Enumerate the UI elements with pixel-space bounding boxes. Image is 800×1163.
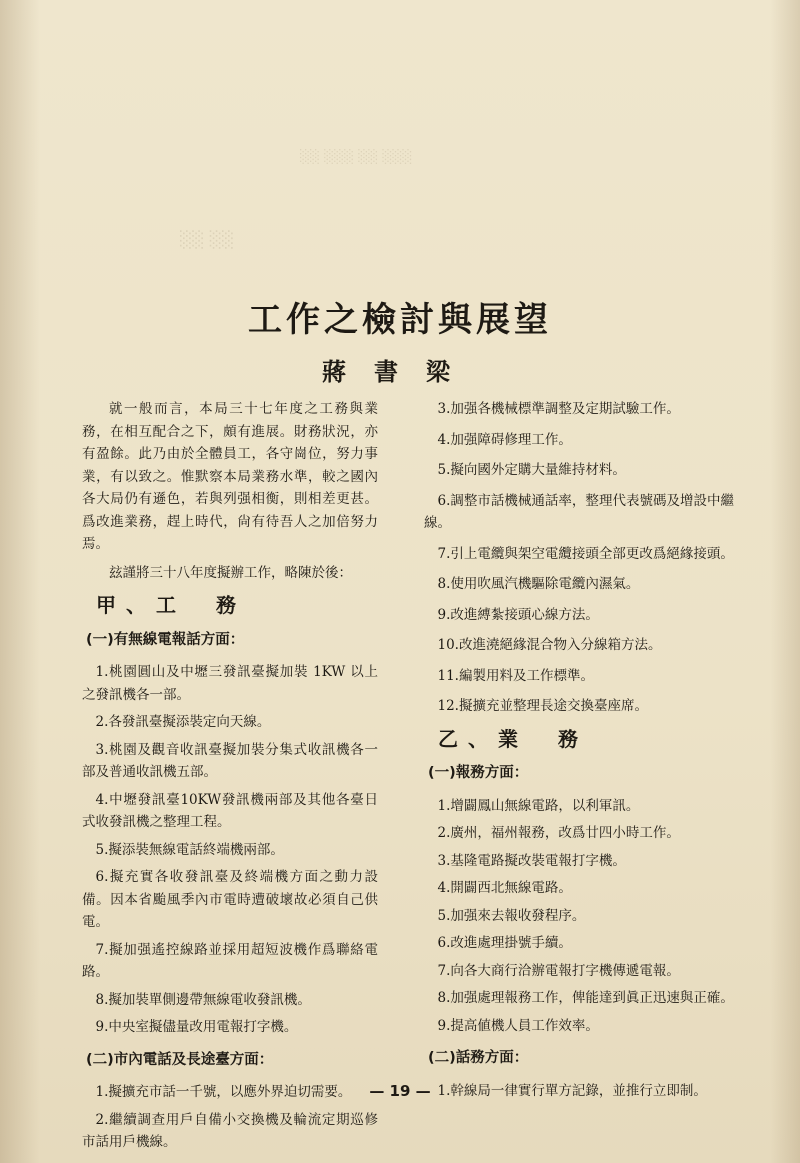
list-item: 3.桃園及觀音收訊臺擬加裝分集式收訊機各一部及普通收訊機五部。 xyxy=(82,741,378,780)
subsection-heading: (一)報務方面： xyxy=(428,765,529,781)
list-item: 4.開闢西北無線電路。 xyxy=(437,880,572,896)
right-column xyxy=(424,398,734,1107)
list-item: 10.改進澆絕緣混合物入分線箱方法。 xyxy=(437,637,662,653)
list-item: 1.桃園圓山及中壢三發訊臺擬加裝 1KW 以上之發訊機各一部。 xyxy=(82,664,378,703)
subsection-heading: (二)話務方面： xyxy=(428,1050,529,1066)
list-item: 1.擬擴充市話一千號，以應外界迫切需要。 xyxy=(95,1084,352,1100)
subsection-heading: (一)有無線電報話方面： xyxy=(86,631,245,648)
author-name: 蔣書梁 xyxy=(322,357,478,386)
section-heading-engineering: 甲、工 務 xyxy=(96,593,246,617)
page-number: — 19 — xyxy=(369,1082,431,1100)
subsection-heading: (二)市內電話及長途臺方面： xyxy=(86,1051,274,1068)
list-item: 1.增闢鳳山無線電路，以利軍訊。 xyxy=(437,797,640,814)
list-item: 6.擬充實各收發訊臺及終端機方面之動力設備。因本省颱風季內市電時遭破壞故必須自己供電。 xyxy=(82,869,378,930)
list-item: 3.基隆電路擬改裝電報打字機。 xyxy=(437,852,626,869)
list-item: 9.中央室擬儘量改用電報打字機。 xyxy=(95,1019,298,1035)
list-item: 5.加强來去報收發程序。 xyxy=(437,907,586,924)
intro-lead: 玆謹將三十八年度擬辦工作，略陳於後： xyxy=(109,564,352,581)
list-item: 8.加强處理報務工作，俾能達到眞正迅速與正確。 xyxy=(437,990,734,1006)
list-item: 6.調整市話機械通話率，整理代表號碼及增設中繼線。 xyxy=(424,492,734,531)
list-item: 9.改進縛紮接頭心線方法。 xyxy=(437,606,599,623)
list-item: 2.繼續調查用戶自備小交換機及輪流定期巡修市話用戶機線。 xyxy=(82,1111,378,1150)
list-item: 5.擬向國外定購大量維持材料。 xyxy=(437,462,626,478)
left-column xyxy=(82,398,378,1159)
list-item: 1.幹線局一律實行單方記錄，並推行立即制。 xyxy=(437,1082,707,1099)
list-item: 7.向各大商行洽辦電報打字機傳遞電報。 xyxy=(437,962,680,979)
list-item: 11.編製用料及工作標準。 xyxy=(437,667,594,684)
list-item: 9.提高値機人員工作效率。 xyxy=(437,1017,599,1034)
bleed-through-text: ░░ ░░░ ░░ ░░░ xyxy=(300,150,413,165)
list-item: 7.引上電纜與架空電纜接頭全部更改爲絕緣接頭。 xyxy=(437,545,734,562)
bleed-through-text: ░░ ░░ xyxy=(180,230,235,249)
list-item: 12.擬擴充並整理長途交換臺座席。 xyxy=(437,698,648,714)
list-item: 6.改進處理掛號手續。 xyxy=(437,935,572,951)
list-item: 3.加强各機械標準調整及定期試驗工作。 xyxy=(437,401,680,417)
list-item: 8.使用吹風汽機驅除電纜內濕氣。 xyxy=(437,576,640,592)
list-item: 5.擬添裝無線電話終端機兩部。 xyxy=(95,841,284,858)
page-title: 工作之檢討與展望 xyxy=(248,300,552,340)
list-item: 7.擬加强遙控線路並採用超短波機作爲聯絡電路。 xyxy=(82,941,378,980)
list-item: 4.中壢發訊臺10KW發訊機兩部及其他各臺日式收發訊機之整理工程。 xyxy=(82,791,378,830)
intro-paragraph: 就一般而言，本局三十七年度之工務與業務，在相互配合之下，頗有進展。財務狀況，亦有盈餘。此乃由於全體員工，各守崗位，努力事業，有以致之。惟默察本局業務水準，較之國內各大局仍有遜色，若與列强相衡，則相差更甚。爲改進業務，趕上時代，尙有待吾人之加倍努力焉。 xyxy=(82,401,378,552)
section-heading-business: 乙、業 務 xyxy=(438,726,588,751)
list-item: 2.各發訊臺擬添裝定向天線。 xyxy=(95,714,271,730)
list-item: 2.廣州，福州報務，改爲廿四小時工作。 xyxy=(437,825,680,841)
list-item: 4.加强障碍修理工作。 xyxy=(437,431,572,448)
list-item: 8.擬加裝單側邊帶無線電收發訊機。 xyxy=(95,991,311,1008)
